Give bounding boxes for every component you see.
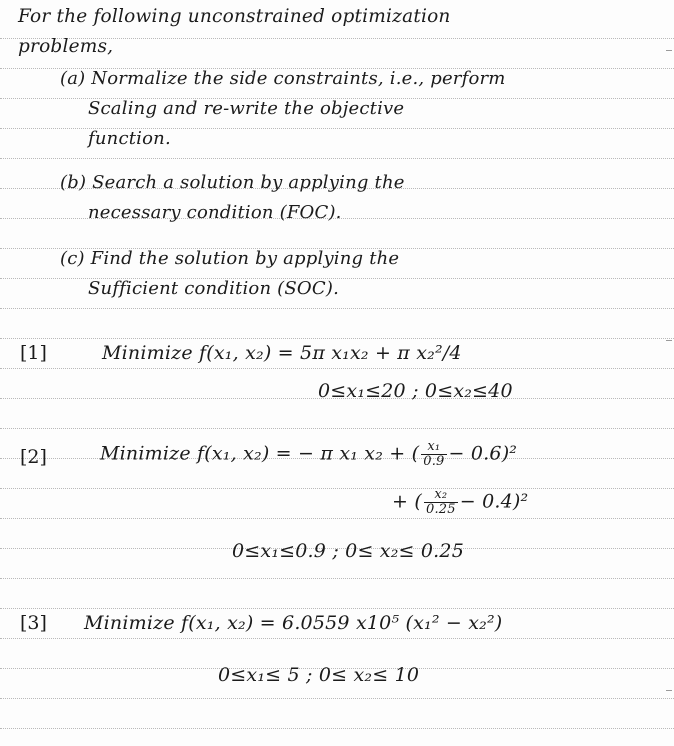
ruled-line — [0, 488, 674, 489]
ruled-line — [0, 608, 674, 609]
fraction-x1-over-0.9 — [421, 440, 446, 469]
intro-line-1: For the following unconstrained optimization — [18, 6, 451, 27]
margin-tick — [666, 340, 672, 341]
ruled-line — [0, 578, 674, 579]
margin-tick — [666, 50, 672, 51]
problem-1-number: [1] — [20, 342, 47, 364]
part-b-line-2: necessary condition (FOC). — [88, 202, 342, 223]
ruled-line — [0, 518, 674, 519]
ruled-line — [0, 728, 674, 729]
problem-2-line-2-start: + ( — [392, 490, 422, 513]
part-a-line-2: Scaling and re-write the objective — [88, 98, 405, 119]
part-a-line-1: (a) Normalize the side constraints, i.e., perform — [60, 68, 506, 89]
problem-2-objective — [100, 440, 517, 469]
problem-2-objective-end: − 0.6)² — [448, 442, 518, 465]
fraction-denominator: 0.9 — [423, 454, 445, 469]
ruled-line — [0, 158, 674, 159]
part-a-line-3: function. — [88, 128, 171, 149]
problem-2-objective-line-2 — [392, 488, 528, 517]
ruled-line — [0, 428, 674, 429]
part-c-line-2: Sufficient condition (SOC). — [88, 278, 340, 299]
fraction-numerator: x₂ — [424, 488, 458, 503]
margin-tick — [666, 690, 672, 691]
ruled-line — [0, 308, 674, 309]
part-c-line-1: (c) Find the solution by applying the — [60, 248, 400, 269]
intro-line-2: problems, — [18, 36, 114, 57]
fraction-x2-over-0.25 — [424, 488, 458, 517]
problem-3-number: [3] — [20, 612, 47, 634]
problem-1-constraints: 0≤x₁≤20 ; 0≤x₂≤40 — [318, 380, 513, 402]
problem-2-number: [2] — [20, 446, 47, 468]
ruled-line — [0, 368, 674, 369]
problem-3-objective: Minimize f(x₁, x₂) = 6.0559 x10⁵ (x₁² − x₂²) — [84, 612, 503, 634]
problem-2-objective-start: Minimize f(x₁, x₂) = − π x₁ x₂ + ( — [100, 442, 420, 465]
problem-2-constraints: 0≤x₁≤0.9 ; 0≤ x₂≤ 0.25 — [232, 540, 465, 562]
ruled-line — [0, 638, 674, 639]
ruled-line — [0, 338, 674, 339]
ruled-line — [0, 698, 674, 699]
problem-3-constraints: 0≤x₁≤ 5 ; 0≤ x₂≤ 10 — [218, 664, 420, 686]
part-b-line-1: (b) Search a solution by applying the — [60, 172, 405, 193]
fraction-numerator: x₁ — [421, 440, 446, 455]
problem-1-objective: Minimize f(x₁, x₂) = 5π x₁x₂ + π x₂²/4 — [102, 342, 462, 364]
fraction-denominator: 0.25 — [425, 502, 456, 517]
problem-2-line-2-end: − 0.4)² — [459, 490, 529, 513]
